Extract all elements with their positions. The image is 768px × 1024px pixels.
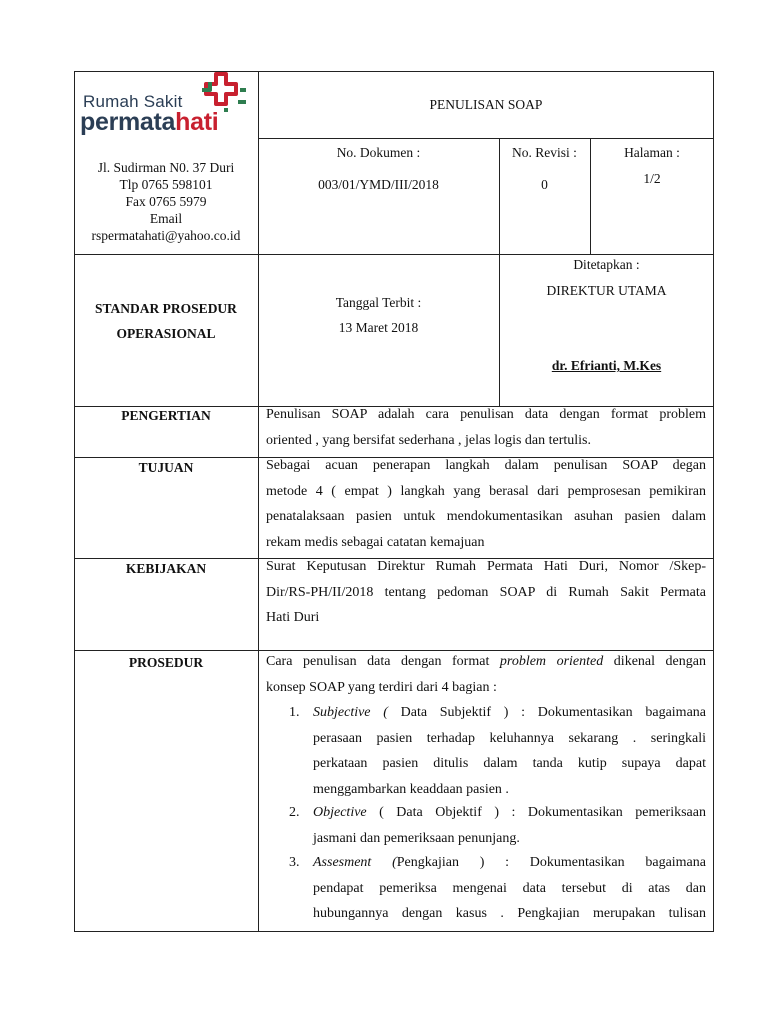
- text-line: Dir/RS-PH/II/2018 tentang pedoman SOAP di Rumah Sakit Permata: [266, 584, 706, 600]
- spo-heading-line1: STANDAR PROSEDUR: [95, 301, 237, 316]
- prosedur-intro: [266, 649, 706, 700]
- no-revisi-value: 0: [541, 177, 548, 192]
- logo-line1: Rumah Sakit: [83, 92, 183, 111]
- list-item: [313, 800, 706, 851]
- list-number: 3.: [289, 855, 300, 870]
- tujuan-text: [266, 453, 706, 555]
- pengertian-text: [266, 402, 706, 453]
- term: Subjective (: [313, 705, 388, 720]
- text-run: dikenal dengan: [603, 654, 706, 669]
- list-item: [313, 850, 706, 927]
- kebijakan-text: [266, 554, 706, 631]
- text-run-italic: problem oriented: [499, 654, 604, 669]
- ditetapkan-label: Ditetapkan :: [573, 257, 640, 272]
- text-line: [313, 800, 706, 826]
- text-run: Pengkajian ) : Dokumentasikan bagaimana: [396, 855, 706, 870]
- text-line: Penulisan SOAP adalah cara penulisan data dengan format problem: [266, 407, 706, 422]
- address-line: Jl. Sudirman N0. 37 Duri: [97, 160, 235, 175]
- text-line: jasmani dan pemeriksaan penunjang.: [313, 830, 520, 846]
- list-number: 2.: [289, 805, 300, 820]
- text-run: ( Data Objektif ) : Dokumentasikan pemeriksaan: [366, 805, 706, 820]
- text-run: Data Subjektif ) : Dokumentasikan bagaimana: [387, 705, 706, 720]
- tujuan-label: TUJUAN: [138, 460, 194, 475]
- text-line: menggambarkan keaddaan pasien .: [313, 781, 509, 797]
- tanggal-terbit-value: 13 Maret 2018: [338, 320, 419, 335]
- document-title: PENULISAN SOAP: [429, 97, 543, 112]
- kebijakan-label: KEBIJAKAN: [125, 561, 207, 576]
- email-address: rspermatahati@yahoo.co.id: [91, 228, 241, 243]
- text-line: Surat Keputusan Direktur Rumah Permata Hati Duri, Nomor /Skep-: [266, 559, 706, 574]
- text-run: Cara penulisan data dengan format: [266, 654, 500, 669]
- text-line: perkataan pasien ditulis dalam tanda kutip supaya dapat: [313, 756, 706, 771]
- email-label: Email: [149, 211, 183, 226]
- text-line: hubungannya dengan kasus . Pengkajian merupakan tulisan: [313, 906, 706, 921]
- text-line: [313, 850, 706, 876]
- divider: [258, 138, 714, 139]
- logo-text-hati: hati: [175, 108, 219, 136]
- direktur-name: dr. Efrianti, M.Kes: [551, 358, 662, 373]
- text-line: perasaan pasien terhadap keluhannya sekarang . seringkali: [313, 730, 706, 746]
- address-block: [74, 159, 258, 244]
- no-revisi-label: No. Revisi :: [512, 145, 577, 160]
- text-line: rekam medis sebagai catatan kemajuan: [266, 534, 485, 550]
- prosedur-label: PROSEDUR: [128, 655, 204, 670]
- list-number: 1.: [289, 705, 300, 720]
- no-dokumen-label: No. Dokumen :: [336, 145, 421, 160]
- divider: [258, 71, 259, 932]
- text-line: oriented , yang bersifat sederhana , jelas logis dan tertulis.: [266, 432, 592, 448]
- term: Assesment (: [313, 855, 397, 870]
- tanggal-terbit-label: Tanggal Terbit :: [335, 295, 422, 310]
- text-line: penatalaksaan pasien untuk mendokumentasikan asuhan pasien dalam: [266, 509, 706, 524]
- no-dokumen-value: 003/01/YMD/III/2018: [318, 177, 439, 192]
- direktur-title: DIREKTUR UTAMA: [546, 283, 667, 298]
- list-item: [313, 700, 706, 802]
- pengertian-label: PENGERTIAN: [121, 408, 211, 423]
- logo-text-permata: permata: [80, 108, 176, 136]
- divider: [74, 254, 714, 255]
- text-line: metode 4 ( empat ) langkah yang berasal dari pemprosesan pemikiran: [266, 483, 706, 499]
- text-line: Sebagai acuan penerapan langkah dalam penulisan SOAP degan: [266, 458, 706, 473]
- text-line: pendapat pemeriksa mengenai data tersebut di atas dan: [313, 880, 706, 896]
- fax-line: Fax 0765 5979: [125, 194, 207, 209]
- text-line: [266, 649, 706, 675]
- halaman-label: Halaman :: [624, 145, 680, 160]
- text-line: [313, 700, 706, 726]
- term: Objective: [313, 805, 367, 820]
- phone-line: Tlp 0765 598101: [119, 177, 213, 192]
- text-line: Hati Duri: [266, 610, 320, 625]
- text-line: konsep SOAP yang terdiri dari 4 bagian :: [266, 679, 497, 695]
- spo-heading-line2: OPERASIONAL: [116, 326, 216, 341]
- halaman-value: 1/2: [643, 171, 661, 186]
